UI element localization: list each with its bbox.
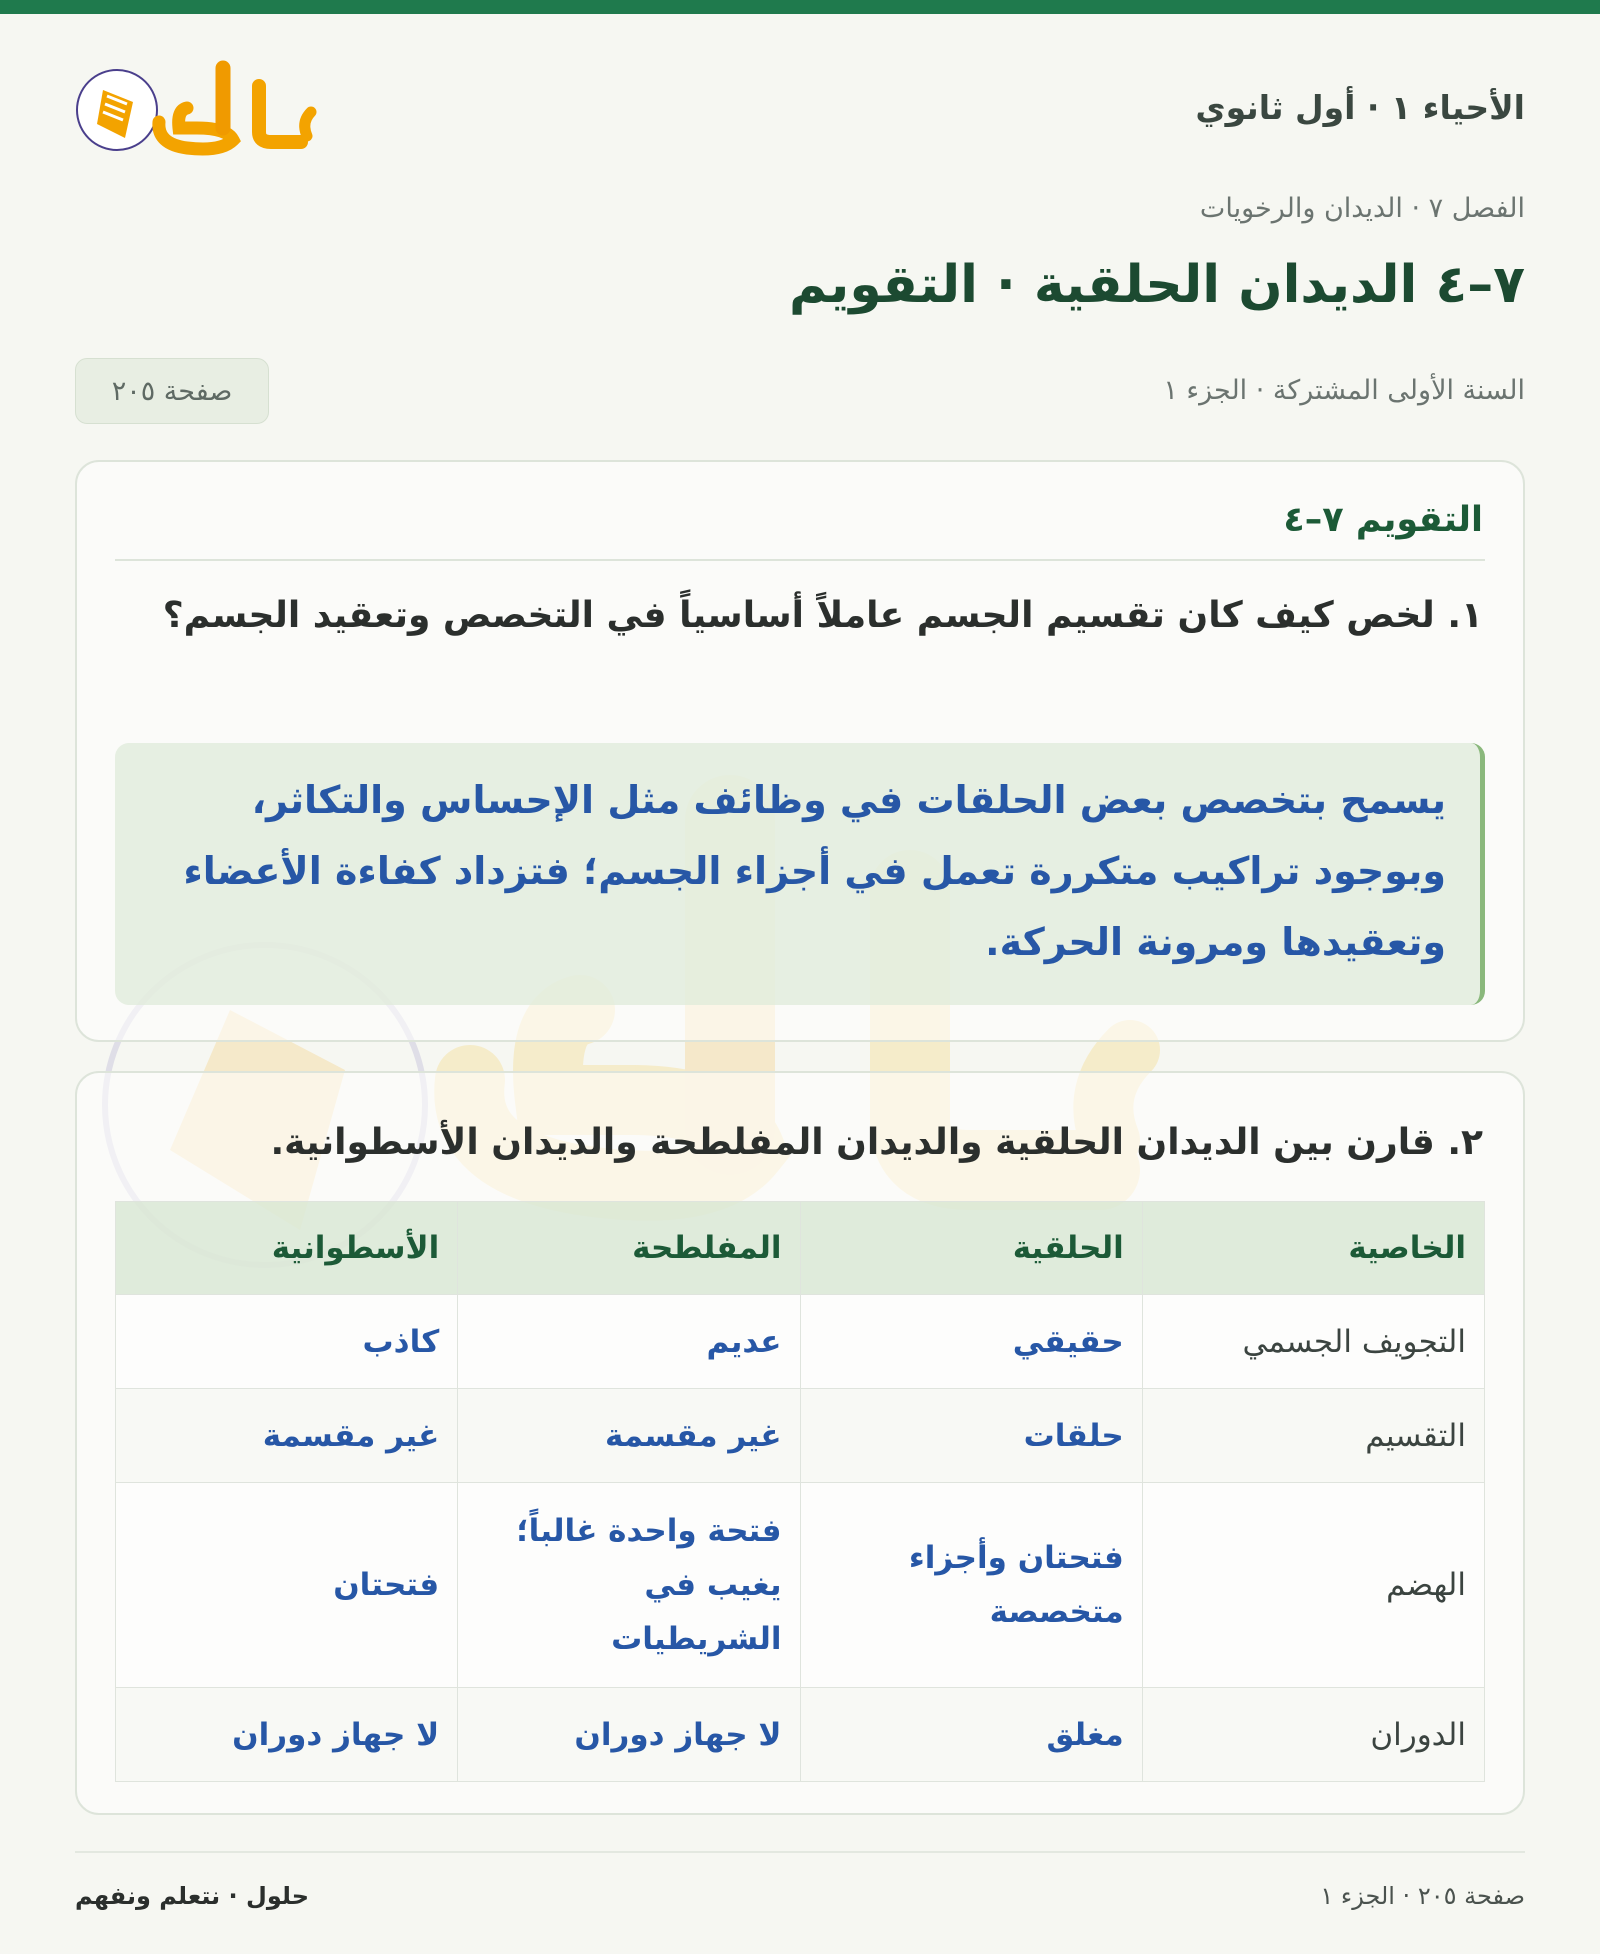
value-cell: حلقات <box>800 1389 1142 1483</box>
value-cell: غير مقسمة <box>458 1389 800 1483</box>
table-row <box>116 1389 1485 1483</box>
course-meta: السنة الأولى المشتركة · الجزء ١ <box>1163 375 1525 406</box>
table-row <box>116 1295 1485 1389</box>
question-1: ١. لخص كيف كان تقسيم الجسم عاملاً أساسياً في التخصص وتعقيد الجسم؟ <box>162 595 1483 636</box>
value-cell: غير مقسمة <box>116 1389 458 1483</box>
assessment-card-2 <box>75 1071 1525 1815</box>
value-cell: لا جهاز دوران <box>116 1688 458 1782</box>
divider <box>115 559 1485 561</box>
page-badge: صفحة ٢٠٥ <box>75 358 269 424</box>
value-cell: حقيقي <box>800 1295 1142 1389</box>
value-cell: فتحتان <box>116 1483 458 1688</box>
property-cell: الهضم <box>1142 1483 1484 1688</box>
table-header-row <box>116 1202 1485 1295</box>
table-row <box>116 1483 1485 1688</box>
comparison-table <box>115 1201 1485 1782</box>
footer-page-info: صفحة ٢٠٥ · الجزء ١ <box>1320 1882 1525 1910</box>
card-heading: التقويم ٧–٤ <box>1283 500 1483 540</box>
page-header <box>75 50 1525 160</box>
property-cell: الدوران <box>1142 1688 1484 1782</box>
value-cell: مغلق <box>800 1688 1142 1782</box>
column-header: الخاصية <box>1142 1202 1484 1295</box>
subject-title: الأحياء ١ · أول ثانوي <box>1195 88 1525 127</box>
value-cell: فتحة واحدة غالباً؛ يغيب في الشريطيات <box>458 1483 800 1688</box>
footer-divider <box>75 1851 1525 1853</box>
assessment-card-1 <box>75 460 1525 1042</box>
lesson-title: ٧–٤ الديدان الحلقية · التقويم <box>789 255 1525 315</box>
question-2: ٢. قارن بين الديدان الحلقية والديدان المفلطحة والديدان الأسطوانية. <box>270 1122 1483 1163</box>
value-cell: عديم <box>458 1295 800 1389</box>
chapter-label: الفصل ٧ · الديدان والرخويات <box>1199 193 1525 224</box>
brand-logo <box>75 50 335 160</box>
property-cell: التجويف الجسمي <box>1142 1295 1484 1389</box>
value-cell: كاذب <box>116 1295 458 1389</box>
column-header: المفلطحة <box>458 1202 800 1295</box>
logo-text: حلول <box>73 51 76 52</box>
top-accent-bar <box>0 0 1600 14</box>
value-cell: فتحتان وأجزاء متخصصة <box>800 1483 1142 1688</box>
footer-tagline: حلول · نتعلم ونفهم <box>75 1882 309 1910</box>
property-cell: التقسيم <box>1142 1389 1484 1483</box>
column-header: الأسطوانية <box>116 1202 458 1295</box>
table-row <box>116 1688 1485 1782</box>
answer-1: يسمح بتخصص بعض الحلقات في وظائف مثل الإحساس والتكاثر، وبوجود تراكيب متكررة تعمل في أجزاء الجسم؛ فتزداد كفاءة الأعضاء وتعقيدها ومرونة الحركة. <box>115 743 1485 1005</box>
value-cell: لا جهاز دوران <box>458 1688 800 1782</box>
column-header: الحلقية <box>800 1202 1142 1295</box>
